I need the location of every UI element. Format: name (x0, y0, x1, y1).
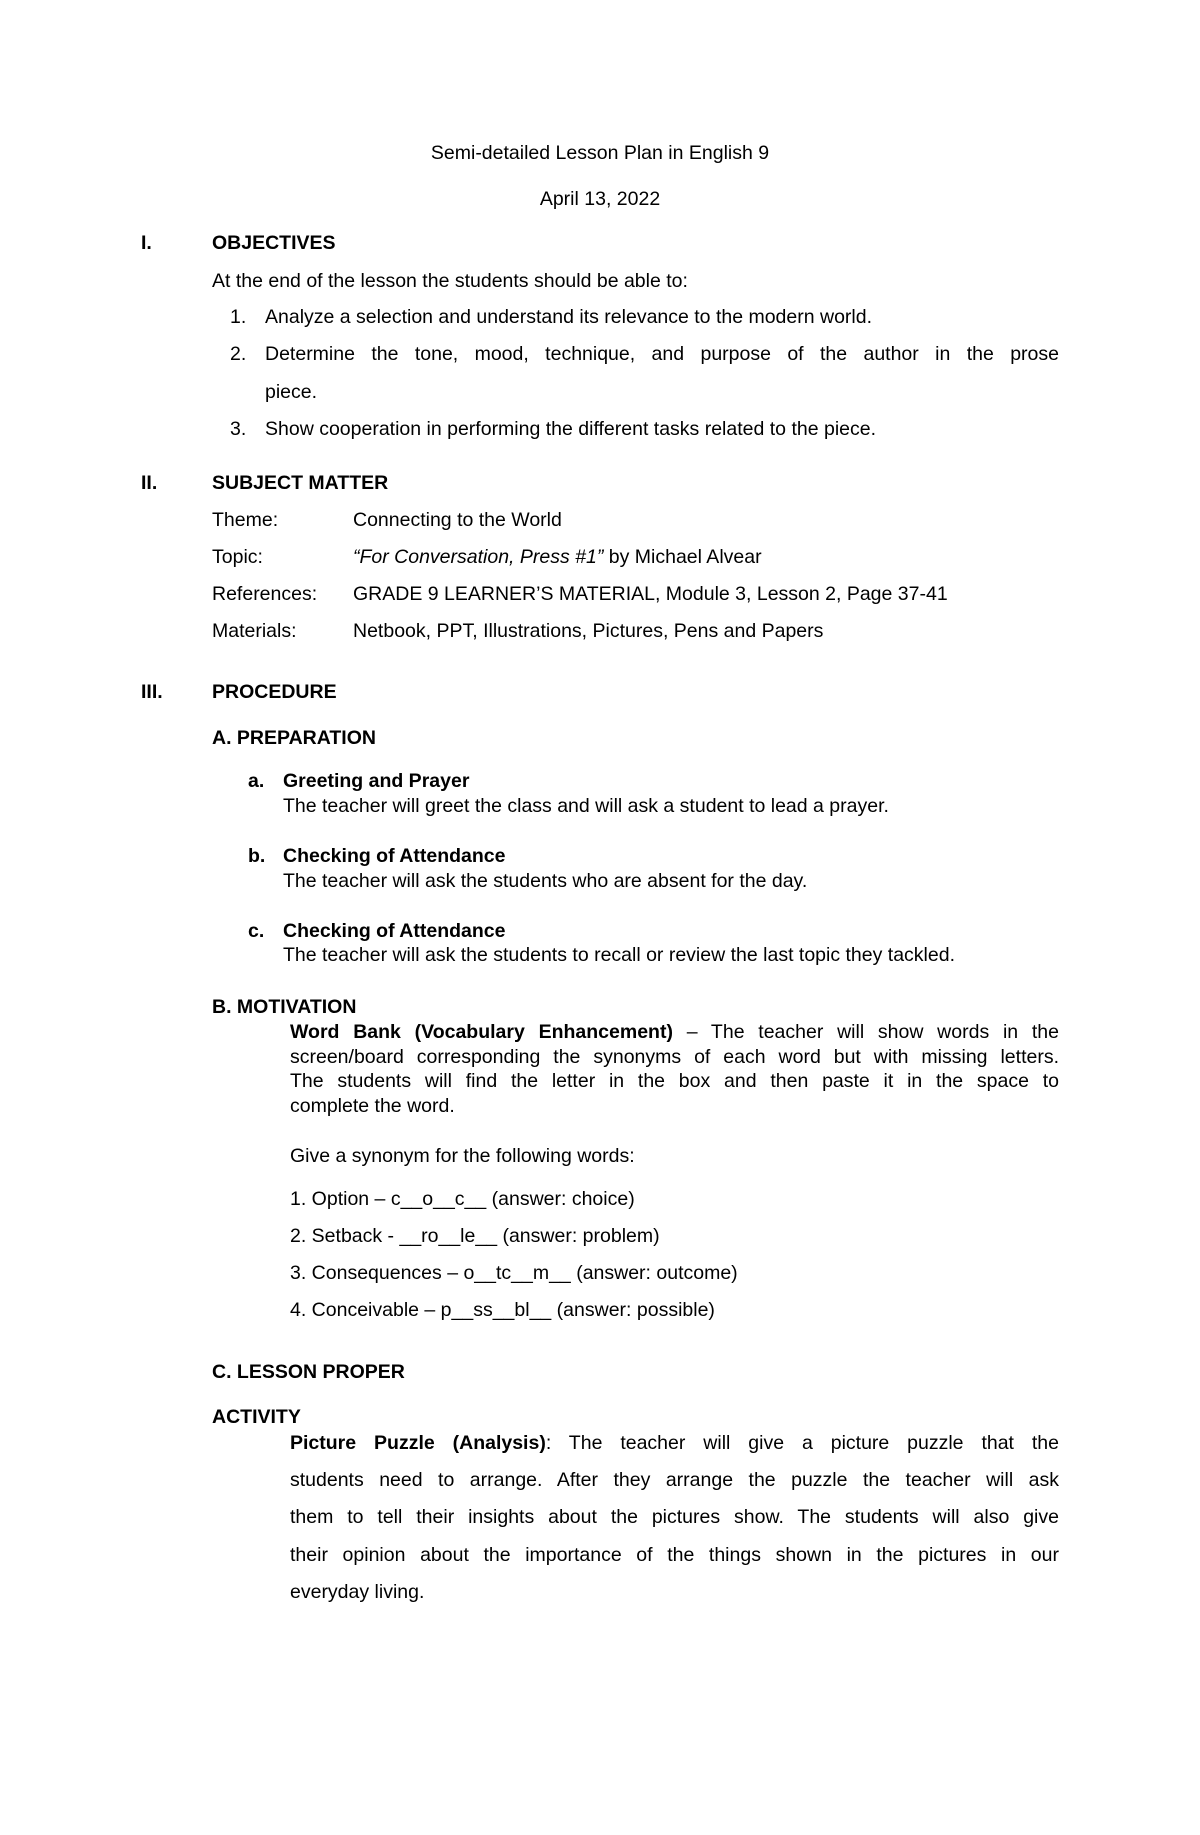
activity-paragraph-line: their opinion about the importance of the things shown in the pictures in our (290, 1544, 1059, 1566)
subsection-heading-lesson-proper: C. LESSON PROPER (212, 1361, 405, 1383)
section-numeral-objectives: I. (141, 232, 152, 254)
preparation-letter: c. (248, 920, 265, 942)
preparation-item-text: The teacher will ask the students who are absent for the day. (283, 870, 808, 892)
motivation-instruction: Give a synonym for the following words: (290, 1145, 635, 1167)
objective-text-continued: piece. (265, 381, 318, 403)
activity-heading: ACTIVITY (212, 1406, 301, 1428)
synonym-item: 4. Conceivable – p__ss__bl__ (answer: possible) (290, 1299, 715, 1321)
preparation-item-text: The teacher will ask the students to recall or review the last topic they tackled. (283, 944, 955, 966)
synonym-item: 3. Consequences – o__tc__m__ (answer: outcome) (290, 1262, 738, 1284)
subject-value-topic (353, 546, 762, 569)
subject-label-references: References: (212, 583, 318, 605)
objective-number: 3. (230, 418, 247, 440)
subsection-heading-preparation: A. PREPARATION (212, 727, 376, 749)
objective-number: 1. (230, 306, 247, 328)
document-date: April 13, 2022 (539, 188, 661, 210)
objectives-intro: At the end of the lesson the students should be able to: (212, 270, 688, 292)
section-heading-subject-matter: SUBJECT MATTER (212, 472, 389, 494)
objective-number: 2. (230, 343, 247, 365)
subject-label-topic: Topic: (212, 546, 263, 568)
document-title: Semi-detailed Lesson Plan in English 9 (430, 142, 770, 164)
topic-author: by Michael Alvear (603, 546, 762, 568)
motivation-paragraph-line: Word Bank (Vocabulary Enhancement) – The teacher will show words in the (290, 1021, 1059, 1043)
subsection-heading-motivation: B. MOTIVATION (212, 996, 357, 1018)
subject-value-materials: Netbook, PPT, Illustrations, Pictures, Pens and Papers (353, 620, 824, 642)
section-numeral-subject-matter: II. (141, 472, 158, 494)
topic-title: “For Conversation, Press #1” (353, 546, 604, 568)
objective-text: Analyze a selection and understand its relevance to the modern world. (265, 306, 873, 328)
subject-value-theme: Connecting to the World (353, 509, 562, 531)
synonym-item: 1. Option – c__o__c__ (answer: choice) (290, 1188, 635, 1210)
motivation-paragraph-line: The students will find the letter in the box and then paste it in the space to (290, 1070, 1059, 1092)
objective-text: Determine the tone, mood, technique, and purpose of the author in the prose (265, 343, 1059, 365)
subject-label-materials: Materials: (212, 620, 297, 642)
preparation-item-title: Checking of Attendance (283, 920, 506, 942)
section-heading-objectives: OBJECTIVES (212, 232, 336, 254)
section-heading-procedure: PROCEDURE (212, 681, 337, 703)
subject-label-theme: Theme: (212, 509, 279, 531)
synonym-item: 2. Setback - __ro__le__ (answer: problem) (290, 1225, 660, 1247)
section-numeral-procedure: III. (141, 681, 163, 703)
preparation-item-text: The teacher will greet the class and will ask a student to lead a prayer. (283, 795, 889, 817)
motivation-paragraph-line: screen/board corresponding the synonyms of each word but with missing letters. (290, 1046, 1059, 1068)
activity-paragraph-line: Picture Puzzle (Analysis): The teacher will give a picture puzzle that the (290, 1432, 1059, 1454)
activity-paragraph-line: everyday living. (290, 1581, 425, 1603)
preparation-item-title: Greeting and Prayer (283, 770, 470, 792)
preparation-letter: a. (248, 770, 265, 792)
activity-paragraph-line: them to tell their insights about the pictures show. The students will also give (290, 1506, 1059, 1528)
preparation-item-title: Checking of Attendance (283, 845, 506, 867)
objective-text: Show cooperation in performing the different tasks related to the piece. (265, 418, 877, 440)
preparation-letter: b. (248, 845, 266, 867)
subject-value-references: GRADE 9 LEARNER’S MATERIAL, Module 3, Lesson 2, Page 37-41 (353, 583, 948, 605)
motivation-lead: Word Bank (Vocabulary Enhancement) (290, 1021, 673, 1043)
activity-lead: Picture Puzzle (Analysis) (290, 1432, 546, 1454)
motivation-paragraph-line: complete the word. (290, 1095, 455, 1117)
activity-paragraph-line: students need to arrange. After they arrange the puzzle the teacher will ask (290, 1469, 1059, 1491)
